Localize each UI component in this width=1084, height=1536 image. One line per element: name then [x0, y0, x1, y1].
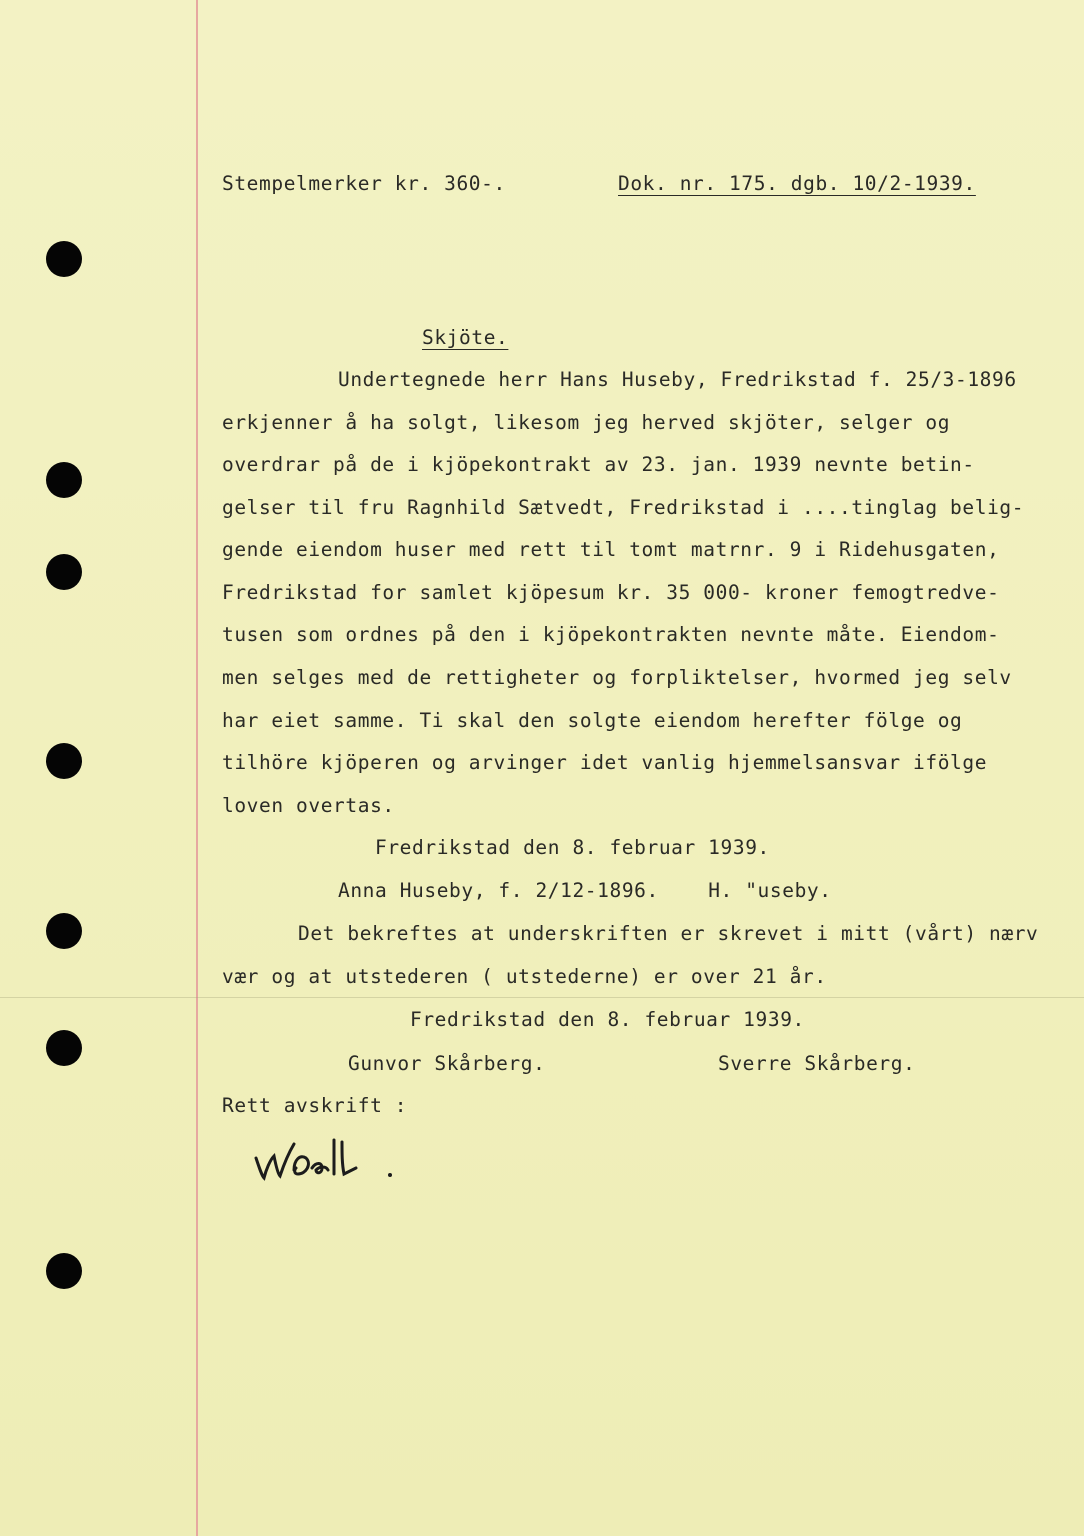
punch-hole — [46, 241, 82, 277]
witness-statement-line: vær og at utstederen ( utstederne) er over 21 år. — [222, 965, 827, 988]
body-line: gelser til fru Ragnhild Sætvedt, Fredrikstad i ....tinglag belig- — [222, 496, 1025, 519]
body-line: loven overtas. — [222, 794, 395, 817]
copy-note: Rett avskrift : — [222, 1094, 408, 1117]
stamp-note: Stempelmerker kr. 360-. — [222, 172, 506, 195]
document-reference: Dok. nr. 175. dgb. 10/2-1939. — [618, 172, 976, 195]
witness-name: Gunvor Skårberg. — [348, 1052, 546, 1075]
witness-statement-line: Det bekreftes at underskriften er skrevet i mitt (vårt) nærv — [298, 922, 1039, 945]
punch-hole — [46, 743, 82, 779]
body-line: tilhöre kjöperen og arvinger idet vanlig hjemmelsansvar ifölge — [222, 751, 988, 774]
fold-line — [0, 997, 1084, 998]
body-line: overdrar på de i kjöpekontrakt av 23. jan. 1939 nevnte betin- — [222, 453, 975, 476]
place-date: Fredrikstad den 8. februar 1939. — [375, 836, 770, 859]
body-line: Undertegnede herr Hans Huseby, Fredrikstad f. 25/3-1896 — [338, 368, 1017, 391]
document-title: Skjöte. — [422, 326, 509, 349]
body-line: tusen som ordnes på den i kjöpekontrakten nevnte måte. Eiendom- — [222, 623, 1000, 646]
signers-line: Anna Huseby, f. 2/12-1896. H. "useby. — [338, 879, 832, 902]
body-line: erkjenner å ha solgt, likesom jeg herved skjöter, selger og — [222, 411, 951, 434]
punch-hole — [46, 1030, 82, 1066]
handwritten-signature — [250, 1130, 410, 1190]
body-line: har eiet samme. Ti skal den solgte eiendom herefter fölge og — [222, 709, 963, 732]
body-line: men selges med de rettigheter og forpliktelser, hvormed jeg selv — [222, 666, 1012, 689]
punch-hole — [46, 462, 82, 498]
margin-line — [196, 0, 198, 1536]
punch-hole — [46, 913, 82, 949]
punch-hole — [46, 554, 82, 590]
punch-hole — [46, 1253, 82, 1289]
body-line: gende eiendom huser med rett til tomt matrnr. 9 i Ridehusgaten, — [222, 538, 1000, 561]
body-line: Fredrikstad for samlet kjöpesum kr. 35 000- kroner femogtredve- — [222, 581, 1000, 604]
witness-name: Sverre Skårberg. — [718, 1052, 916, 1075]
place-date: Fredrikstad den 8. februar 1939. — [410, 1008, 805, 1031]
